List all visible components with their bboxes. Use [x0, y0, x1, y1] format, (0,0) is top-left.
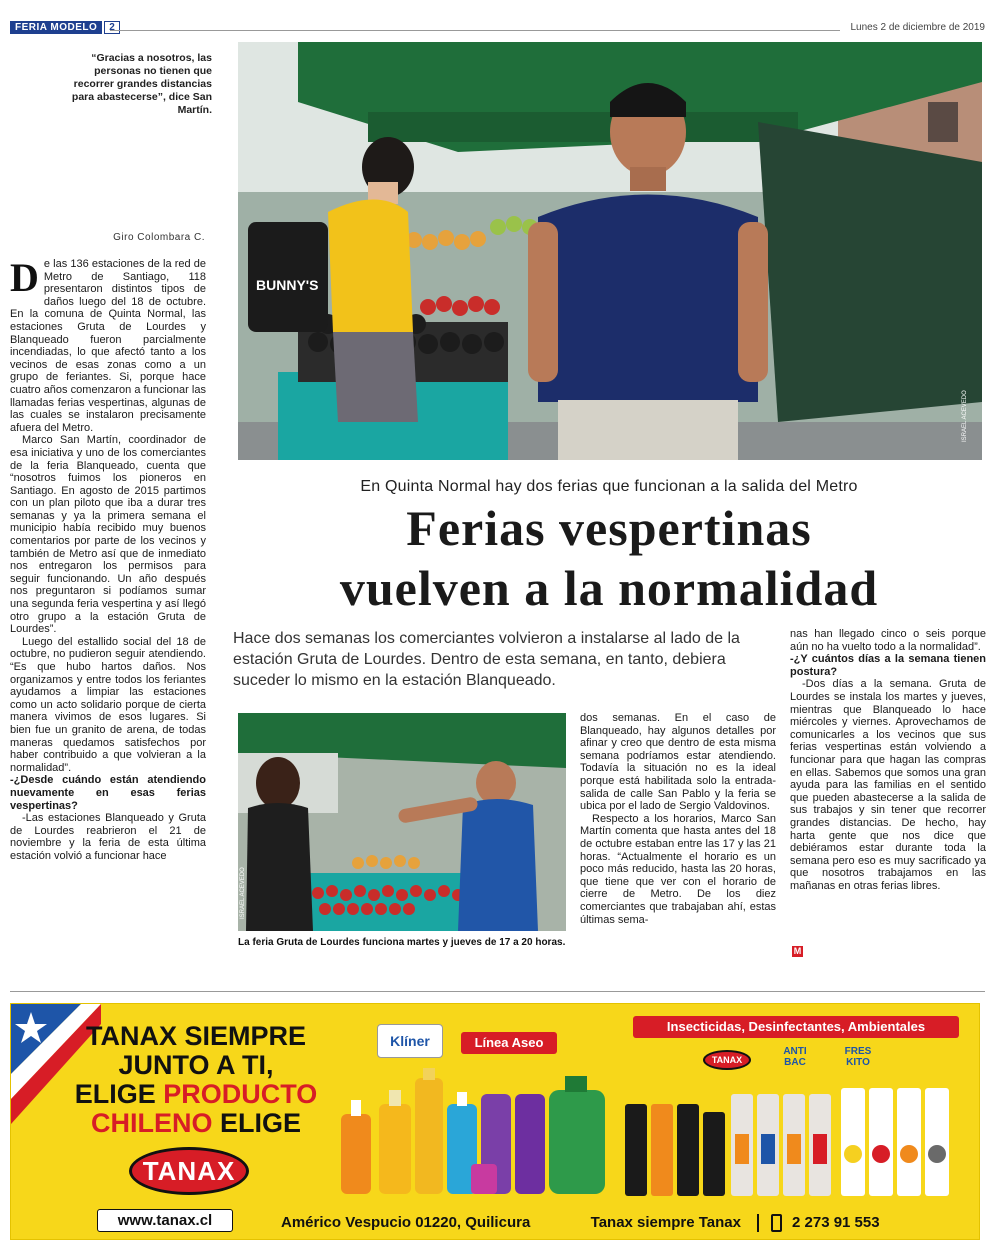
photo-credit-bottom: ISRAEL ACEVEDO: [240, 867, 246, 919]
article-paragraph: -Las estaciones Blanqueado y Gruta de Lourdes reabrieron el 21 de noviembre y la feria de esta última estación volvió a funcionar hace: [10, 812, 206, 862]
bag-print: BUNNY'S: [256, 277, 319, 293]
end-mark: M: [793, 946, 802, 956]
linea-aseo-label: Línea Aseo: [461, 1032, 557, 1054]
product-lineup: [321, 1064, 971, 1204]
dropcap: D: [10, 255, 39, 300]
header-rule: [110, 30, 840, 31]
ad-phone-number: 2 273 91 553: [792, 1214, 880, 1231]
interview-question: -¿Y cuántos días a la semana tienen postura?: [790, 653, 986, 678]
main-photo: [238, 42, 982, 460]
ad-website-link[interactable]: www.tanax.cl: [97, 1209, 233, 1232]
deck: Hace dos semanas los comerciantes volvieron a instalarse al lado de la estación Gruta de Lourdes. Dentro de esta semana, en tanto, debiera suceder lo mismo en la estación Blanqueado.: [233, 630, 740, 689]
tanax-small-logo: TANAX: [703, 1050, 751, 1070]
pull-quote: “Gracias a nosotros, las personas no tienen que recorrer grandes distancias para abastecerse”, dice San Martín.: [71, 52, 212, 116]
kliner-logo: Klíner: [377, 1024, 443, 1058]
ad-phone[interactable]: [771, 1211, 880, 1235]
headline-line-1: Ferias vespertinas: [406, 500, 812, 556]
aerosol-cans: [625, 1088, 949, 1196]
article-column-4: [790, 628, 986, 958]
byline: Giro Colombara C.: [113, 232, 205, 243]
article-paragraph: nas han llegado cinco o seis porque aún no ha vuelto todo a la normalidad”.: [790, 628, 986, 653]
article-paragraph: Respecto a los horarios, Marco San Martín comenta que hasta antes del 18 de octubre estaban entre las 17 y las 21 horas. “Actualmente el horario es un poco más reducido, hasta las 20 horas, que tiene que ver con el horario de cierre de Metro. De los diez comerciantes que trabajaban ahí, estas últimas sema-: [580, 812, 776, 926]
article-column-1: [10, 255, 206, 958]
headline-line-2: vuelven a la normalidad: [339, 560, 879, 616]
ad-address: Américo Vespucio 01220, Quilicura: [281, 1214, 531, 1231]
ad-divider: [10, 991, 985, 992]
photo-credit-top: ISRAEL ACEVEDO: [962, 390, 968, 442]
footer-separator: [757, 1214, 771, 1232]
article-paragraph: -Dos días a la semana. Gruta de Lourdes se instala los martes y jueves, mientras que Blanqueado lo hace miércoles y viernes. Aprovechamos de comunicarles a los vecinos que sus ferias vespertinas están volviendo a funcionar para que hagan las compras en ellas. Sabemos que somos una gran ayuda para las familias en el sentido que pueden abastecerse a la salida de sus trabajos y sin tener que recorrer grandes distancias. De hecho, hay harta gente que nos dice que debiéramos estar durante toda la semana pero eso es muy sacrificado ya que nosotros trabajamos en las mañanas en otras ferias libres.: [790, 678, 986, 892]
ad-footer: [281, 1211, 971, 1235]
ad-tagline: Tanax siempre Tanax: [590, 1214, 741, 1231]
antibac-logo: ANTI BAC: [783, 1046, 807, 1068]
tanax-advertisement[interactable]: [10, 1003, 980, 1240]
article-paragraph: dos semanas. En el caso de Blanqueado, hay algunos detalles por afinar y creo que dentro de esta misma semana podríamos estar atendiendo. Todavía la situación no es la ideal porque está habilitada solo la entrada-salida de calle San Pablo y la feria se ubica por el lado de Sergio Valdovinos.: [580, 712, 776, 813]
interview-question: -¿Desde cuándo están atendiendo nuevamente en esas ferias vespertinas?: [10, 774, 206, 812]
page-number: 2: [104, 21, 120, 34]
kicker: En Quinta Normal hay dos ferias que funcionan a la salida del Metro: [360, 478, 858, 495]
phone-icon: [771, 1214, 782, 1232]
section-tag: [10, 20, 120, 34]
cleaning-bottles: [341, 1068, 605, 1194]
article-paragraph: De las 136 estaciones de la red de Metro de Santiago, 118 presentaron distintos tipos de daños luego del 18 de octubre. En la comuna de Quinta Normal, las estaciones Gruta de Lourdes y Blanqueado fueron parcialmente incendiadas, lo que afectó tanto a los vecinos de esas zonas como a un grupo de feriantes. Si, porque hace cuatro años comenzaron a funcionar las llamadas ferias vespertinas, algunas de las cuales se instalaron precisamente afuera del Metro.: [10, 255, 206, 434]
insecticidas-label: Insecticidas, Desinfectantes, Ambientales: [633, 1016, 959, 1038]
tanax-logo: TANAX: [129, 1147, 249, 1195]
section-name: FERIA MODELO: [10, 21, 102, 34]
article-column-3: [580, 712, 776, 962]
article-paragraph: Luego del estallido social del 18 de octubre, no pudieron seguir atendiendo. “Es que hubo hartos daños. Nos organizamos y entre todos los feriantes ayudamos a limpiar las estaciones como un acto solidario porque de cierta manera vivimos de esos lugares. Si bien fue un granito de arena, de todas maneras quedamos satisfechos por haber contribuido a que volvieran a la normalidad”.: [10, 635, 206, 774]
freskito-logo: FRES KITO: [844, 1046, 872, 1068]
article-paragraph: Marco San Martín, coordinador de esa iniciativa y uno de los comerciantes de la feria Blanqueado, cuenta que “nosotros fuimos los pioneros en Santiago. En agosto de 2015 partimos con un plan piloto que iba a durar tres semanas y ya la primera semana el municipio había recibido muy buenos comentarios por parte de los vecinos y también de Metro así que de inmediato nos entregaron los permisos para seguir funcionando. Un año después nos preguntaron si podíamos sumar una segunda feria vespertina y así llegó otro grupo a la estación Gruta de Lourdes”.: [10, 434, 206, 636]
photo-caption: La feria Gruta de Lourdes funciona martes y jueves de 17 a 20 horas.: [238, 937, 566, 948]
market-photo: [238, 713, 566, 931]
issue-date: Lunes 2 de diciembre de 2019: [850, 22, 985, 33]
headline: [238, 498, 980, 618]
ad-slogan: TANAX SIEMPRE JUNTO A TI, ELIGE PRODUCTO CHILENO ELIGE: [74, 1021, 318, 1138]
